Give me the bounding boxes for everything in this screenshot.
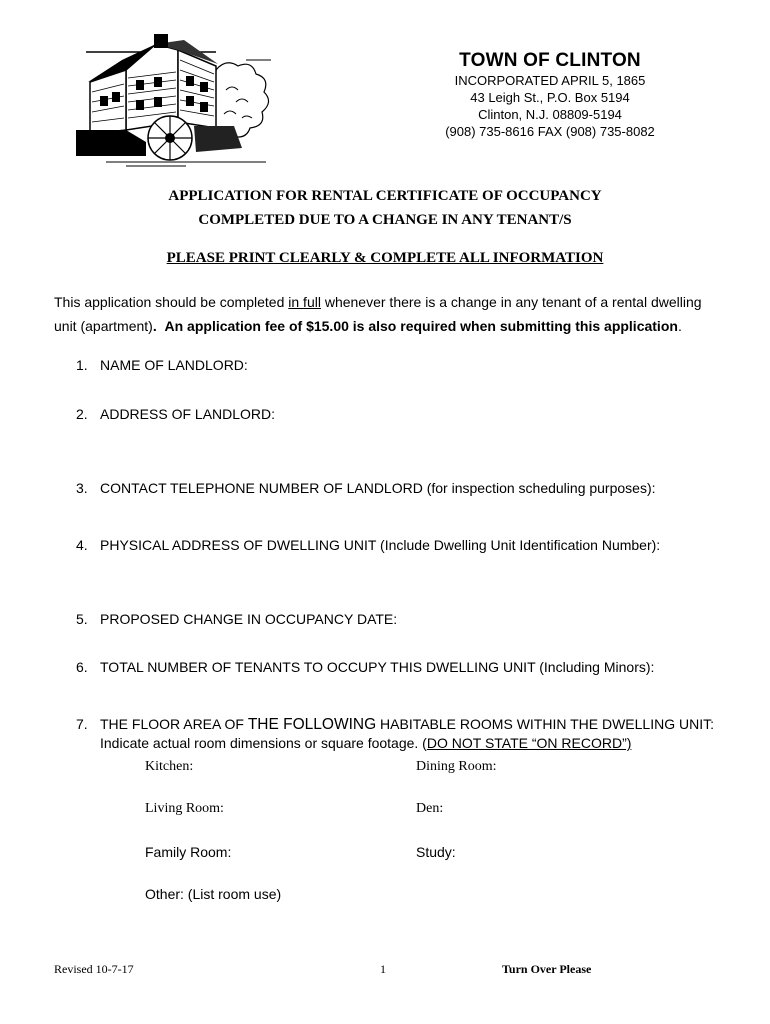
room-kitchen-label: Kitchen: — [145, 759, 194, 774]
title-line-2: COMPLETED DUE TO A CHANGE IN ANY TENANT/S — [198, 212, 572, 228]
question-floor-area — [76, 715, 714, 734]
page-number: 1 — [380, 962, 386, 976]
intro-text-1: This application should be completed — [54, 294, 289, 310]
town-name: TOWN OF CLINTON — [459, 50, 641, 71]
intro-text-2: whenever there is a change in any tenant of a rental dwelling unit (apartment) — [54, 294, 702, 334]
fee-notice: An application fee of $15.00 is also required when submitting this application — [164, 318, 678, 334]
question-dwelling-address — [76, 536, 660, 554]
letterhead — [400, 50, 700, 140]
room-family-label: Family Room: — [145, 844, 232, 860]
question-landlord-phone — [76, 479, 656, 497]
room-other-label: Other: (List room use) — [145, 886, 282, 902]
phone-fax: (908) 735-8616 FAX (908) 735-8082 — [445, 124, 655, 139]
question-text: ADDRESS OF LANDLORD: — [100, 406, 276, 422]
intro-paragraph — [54, 290, 714, 338]
question-text: CONTACT TELEPHONE NUMBER OF LANDLORD (for inspection scheduling purposes): — [100, 480, 656, 496]
question-text: NAME OF LANDLORD: — [100, 357, 248, 373]
question-number: 7. — [76, 716, 88, 732]
intro-in-full: in full — [288, 294, 321, 310]
room-den-label: Den: — [416, 801, 444, 816]
address-line-2: Clinton, N.J. 08809-5194 — [478, 107, 622, 122]
question-text: PROPOSED CHANGE IN OCCUPANCY DATE: — [100, 611, 398, 627]
question-number: 5. — [76, 611, 88, 627]
question-tenant-count — [76, 658, 654, 676]
question-text-emphasis: THE FOLLOWING — [247, 716, 377, 733]
question-number: 1. — [76, 357, 88, 373]
turn-over-note: Turn Over Please — [502, 962, 592, 976]
incorporated-date: INCORPORATED APRIL 5, 1865 — [454, 73, 646, 88]
revision-date: Revised 10-7-17 — [54, 962, 134, 976]
title-line-1: APPLICATION FOR RENTAL CERTIFICATE OF OCCUPANCY — [168, 188, 602, 204]
question-number: 2. — [76, 406, 88, 422]
question-text: TOTAL NUMBER OF TENANTS TO OCCUPY THIS DWELLING UNIT (Including Minors): — [100, 659, 655, 675]
intro-end: . — [677, 318, 682, 334]
question-text: PHYSICAL ADDRESS OF DWELLING UNIT (Include Dwelling Unit Identification Number): — [100, 537, 661, 553]
address-line-1: 43 Leigh St., P.O. Box 5194 — [470, 90, 630, 105]
instruction-text: Indicate actual room dimensions or square footage. ( — [100, 735, 427, 751]
question-number: 6. — [76, 659, 88, 675]
instruction-heading: PLEASE PRINT CLEARLY & COMPLETE ALL INFORMATION — [166, 250, 604, 266]
question-text-2: HABITABLE ROOMS WITHIN THE DWELLING UNIT: — [376, 716, 714, 732]
question-change-date — [76, 610, 397, 628]
question-landlord-address — [76, 405, 275, 423]
question-number: 4. — [76, 537, 88, 553]
room-study-label: Study: — [416, 844, 456, 860]
intro-period: . — [152, 318, 157, 334]
room-dining-label: Dining Room: — [416, 759, 497, 774]
do-not-state-on-record: DO NOT STATE “ON RECORD”) — [426, 735, 632, 751]
question-number: 3. — [76, 480, 88, 496]
question-text-1: THE FLOOR AREA OF — [100, 716, 248, 732]
room-living-label: Living Room: — [145, 801, 224, 816]
mill-logo — [66, 30, 288, 170]
question-landlord-name — [76, 356, 248, 374]
floor-area-instruction — [100, 734, 631, 752]
